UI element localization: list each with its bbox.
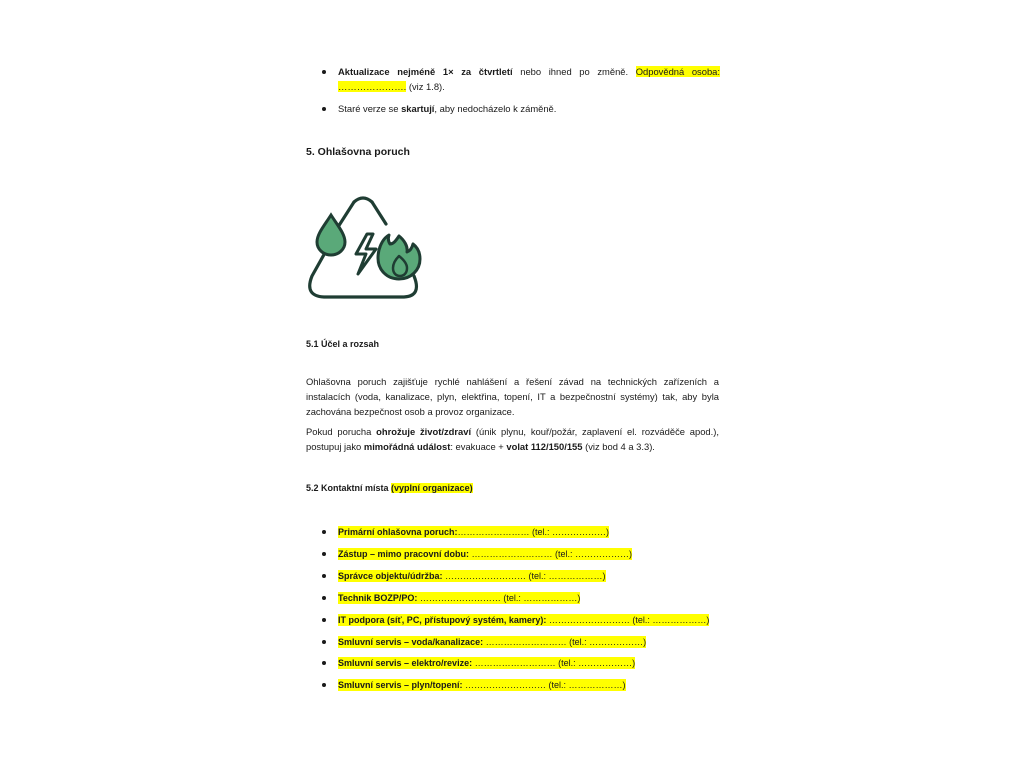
intro-bullet-2-pre: Staré verze se bbox=[338, 103, 402, 114]
contact-label: IT podpora (síť, PC, přístupový systém, kamery): bbox=[338, 614, 547, 625]
intro-bullet-1-ref: (viz 1.8). bbox=[406, 81, 445, 92]
contact-item bbox=[338, 679, 626, 691]
intro-bullet-2-post: , aby nedocházelo k záměně. bbox=[434, 103, 557, 114]
contact-bullet-dot bbox=[322, 574, 326, 578]
contact-item bbox=[338, 570, 606, 582]
emergency-phone-numbers: volat 112/150/155 bbox=[506, 441, 583, 452]
emergency-bold: mimořádná událost bbox=[363, 441, 451, 452]
contact-item bbox=[338, 592, 580, 604]
intro-bullet-1-bold: Aktualizace nejméně 1× za čtvrtletí bbox=[338, 66, 513, 77]
contact-item-highlight bbox=[338, 526, 609, 538]
contact-item-highlight bbox=[338, 570, 606, 582]
bullet-dot bbox=[322, 107, 326, 111]
contact-bullet-dot bbox=[322, 596, 326, 600]
contact-label: Smluvní servis – elektro/revize: bbox=[338, 658, 473, 669]
purpose-line-2: instalacích (voda, kanalizace, plyn, elektřina, topení, IT a bezpečnostní systémy) tak, aby byla bbox=[306, 391, 719, 402]
emergency-text: Pokud porucha bbox=[306, 426, 377, 437]
hazard-triangle-icon bbox=[300, 196, 426, 302]
contact-label: Primární ohlašovna poruch: bbox=[338, 527, 458, 537]
emergency-text: postupuj jako bbox=[306, 441, 364, 452]
lightning-icon bbox=[356, 234, 376, 274]
contact-label: Technik BOZP/PO: bbox=[338, 592, 418, 603]
contact-bullet-dot bbox=[322, 661, 326, 665]
contact-item bbox=[338, 614, 709, 626]
contact-item bbox=[338, 526, 609, 538]
emergency-text: (únik plynu, kouř/požár, zaplavení el. rozváděče apod.), bbox=[471, 426, 719, 437]
emergency-line-1 bbox=[306, 424, 719, 439]
contact-placeholder: ……………………… (tel.: ………………) bbox=[417, 592, 581, 603]
subsection-2-title-highlight: (vyplní organizace) bbox=[391, 483, 473, 493]
contact-item bbox=[338, 548, 632, 560]
contact-bullet-dot bbox=[322, 552, 326, 556]
emergency-paragraph bbox=[306, 424, 719, 454]
intro-bullet-1-line2 bbox=[338, 79, 445, 94]
emergency-text: : evakuace + bbox=[450, 441, 507, 452]
purpose-paragraph bbox=[306, 374, 719, 419]
contact-item-highlight bbox=[338, 548, 632, 560]
emergency-line-2 bbox=[306, 439, 719, 454]
intro-bullet-2-bold: skartují bbox=[401, 103, 435, 114]
emergency-bold: ohrožuje život/zdraví bbox=[376, 426, 472, 437]
intro-bullet-1 bbox=[338, 64, 720, 79]
responsible-person-highlight: Odpovědná osoba: bbox=[635, 66, 720, 77]
contact-label: Smluvní servis – plyn/topení: bbox=[338, 680, 463, 691]
subsection-2-title-text: 5.2 Kontaktní místa bbox=[306, 483, 389, 493]
contact-bullet-dot bbox=[322, 530, 326, 534]
contact-item-highlight bbox=[338, 657, 635, 669]
intro-bullet-1-text: nebo ihned po změně. bbox=[512, 66, 636, 77]
purpose-line-1: Ohlašovna poruch zajišťuje rychlé nahlášení a řešení závad na technických zařízeních a bbox=[306, 376, 719, 387]
intro-bullet-2 bbox=[338, 101, 556, 116]
contact-placeholder: ……………………… (tel.: ………………) bbox=[469, 548, 633, 559]
contact-placeholder: …………………… (tel.: ………………) bbox=[457, 527, 610, 537]
contact-placeholder: ……………………… (tel.: ………………) bbox=[546, 614, 710, 625]
contact-bullet-dot bbox=[322, 640, 326, 644]
responsible-person-dots: …………………. bbox=[338, 81, 407, 92]
contact-item-highlight bbox=[338, 614, 709, 626]
contact-item bbox=[338, 657, 635, 669]
contact-item-highlight bbox=[338, 679, 626, 691]
contact-placeholder: ……………………… (tel.: ………………) bbox=[483, 636, 647, 647]
subsection-1-title: 5.1 Účel a rozsah bbox=[306, 339, 380, 349]
contact-item bbox=[338, 636, 646, 648]
contact-bullet-dot bbox=[322, 683, 326, 687]
emergency-text: (viz bod 4 a 3.3). bbox=[582, 441, 655, 452]
bullet-dot bbox=[322, 70, 326, 74]
subsection-2-title bbox=[306, 483, 473, 493]
contact-label: Správce objektu/údržba: bbox=[338, 570, 443, 581]
purpose-line-3: zachována bezpečnost osob a provoz organizace. bbox=[306, 406, 515, 417]
contact-placeholder: ……………………… (tel.: ………………) bbox=[472, 658, 636, 669]
contact-label: Zástup – mimo pracovní dobu: bbox=[338, 548, 470, 559]
contact-item-highlight bbox=[338, 636, 646, 648]
contact-placeholder: ……………………… (tel.: ………………) bbox=[462, 680, 626, 691]
section-title: 5. Ohlašovna poruch bbox=[306, 146, 410, 158]
contact-item-highlight bbox=[338, 592, 580, 604]
contact-bullet-dot bbox=[322, 618, 326, 622]
contact-label: Smluvní servis – voda/kanalizace: bbox=[338, 636, 484, 647]
contact-placeholder: ……………………… (tel.: ………………) bbox=[442, 570, 606, 581]
